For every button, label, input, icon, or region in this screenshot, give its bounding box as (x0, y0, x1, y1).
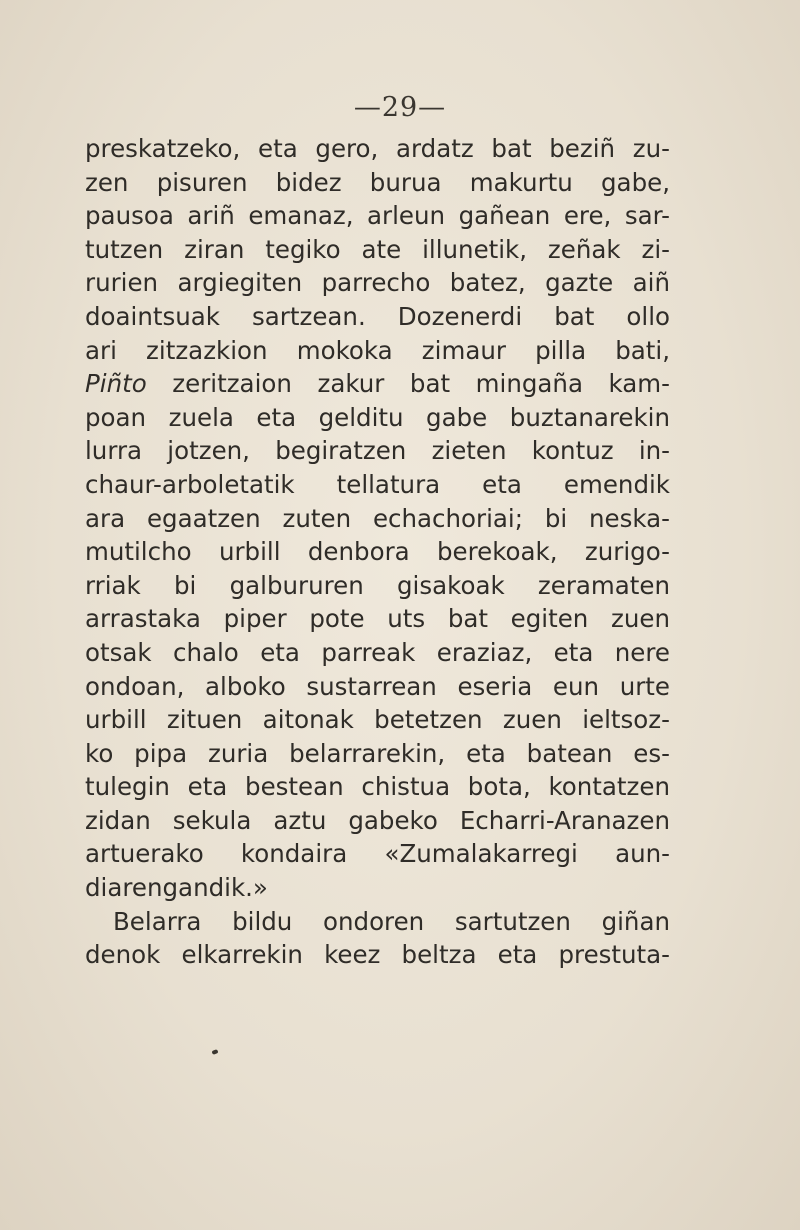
text-line: rurien argiegiten parrecho batez, gazte aiñ (85, 268, 670, 298)
text-line: arrastaka piper pote uts bat egiten zuen (85, 604, 670, 634)
text-line: poan zuela eta gelditu gabe buztanarekin (85, 402, 670, 432)
ink-mark (211, 1049, 218, 1055)
text-line: ko pipa zuria belarrarekin, eta batean es- (85, 738, 670, 768)
text-line: artuerako kondaira «Zumalakarregi aun- (85, 839, 670, 869)
text-line: tulegin eta bestean chistua bota, kontatzen (85, 772, 670, 802)
text-line: ondoan, alboko sustarrean eseria eun urte (85, 671, 670, 701)
text-line-indented: Belarra bildu ondoren sartutzen giñan (113, 906, 670, 936)
text-line: rriak bi galbururen gisakoak zeramaten (85, 570, 670, 600)
text-line: pausoa ariñ emanaz, arleun gañean ere, sar- (85, 201, 670, 231)
text-line: doaintsuak sartzean. Dozenerdi bat ollo (85, 301, 670, 331)
page-number: —29— (353, 92, 447, 123)
text-line: denok elkarrekin keez beltza eta prestuta- (85, 940, 670, 970)
text-line: zen pisuren bidez burua makurtu gabe, (85, 167, 670, 197)
text-line: ara egaatzen zuten echachoriai; bi neska- (85, 503, 670, 533)
text-line: ari zitzazkion mokoka zimaur pilla bati, (85, 335, 670, 365)
text-line: preskatzeko, eta gero, ardatz bat beziñ zu- (85, 134, 670, 163)
text-line: chaur-arboletatik tellatura eta emendik (85, 469, 670, 499)
text-line: otsak chalo eta parreak eraziaz, eta nere (85, 637, 670, 667)
text-line: urbill zituen aitonak betetzen zuen ieltsoz- (85, 705, 670, 735)
italic-name: Piñto (85, 369, 147, 399)
text-line: mutilcho urbill denbora berekoak, zurigo- (85, 537, 670, 567)
body-text (85, 132, 670, 972)
text-line: tutzen ziran tegiko ate illunetik, zeñak zi- (85, 234, 670, 264)
text-line: Piñto zeritzaion zakur bat mingaña kam- (85, 369, 670, 399)
text-line: diarengandik.» (85, 873, 268, 903)
text-line: lurra jotzen, begiratzen zieten kontuz in- (85, 436, 670, 466)
text-line: zidan sekula aztu gabeko Echarri-Aranazen (85, 805, 670, 835)
